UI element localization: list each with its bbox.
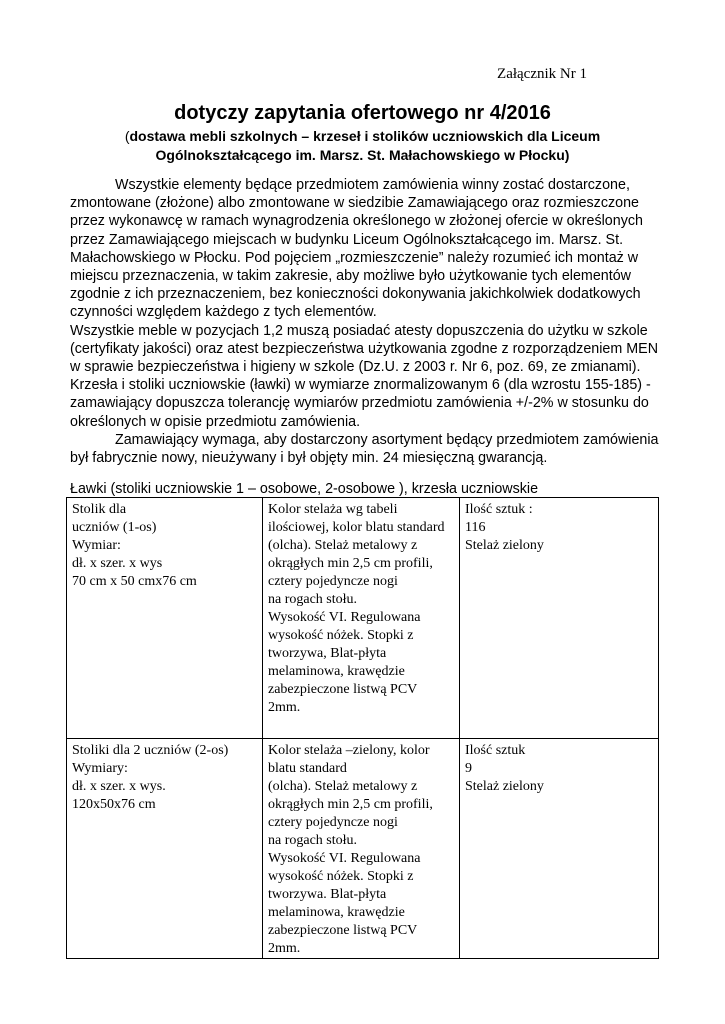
cell-line: 70 cm x 50 cmx76 cm <box>72 574 197 589</box>
cell-line: uczniów (1-os) <box>72 520 157 535</box>
body-paragraph-3: Krzesła i stoliki uczniowskie (ławki) w wymiarze znormalizowanym 6 (dla wzrostu 155-185) - zamawiający dopuszcza tolerancję wymiarów przedmiotu zamówienia +/-2% w stosunku do określonych w opisie przedmiotu zamówienia. <box>70 377 651 430</box>
items-table <box>66 497 659 959</box>
cell-line: Wymiar: <box>72 538 121 553</box>
body-paragraph-2: Wszystkie meble w pozycjach 1,2 muszą posiadać atesty dopuszczenia do użytku w szkole (certyfikaty jakości) oraz atest bezpieczeństwa użytkowania zgodne z rozporządzeniem MEN w sprawie bezpieczeństwa i higieny w szkole (Dz.U. z 2003 r. Nr 6, poz. 69, ze zmianami). <box>70 322 659 376</box>
cell-line: melaminowa, krawędzie <box>268 664 405 679</box>
cell-line: wysokość nóżek. Stopki z <box>268 628 414 643</box>
cell-line: Stelaż zielony <box>465 779 544 794</box>
item-quantity-cell <box>460 739 659 959</box>
cell-line: 2mm. <box>268 700 301 715</box>
subtitle-line-2: Ogólnokształcącego im. Marsz. St. Małachowskiego w Płocku) <box>155 147 570 163</box>
cell-line: cztery pojedyncze nogi <box>268 574 398 589</box>
cell-line: 120x50x76 cm <box>72 797 156 812</box>
cell-line: tworzywa, Blat-płyta <box>268 646 387 661</box>
cell-line: Stelaż zielony <box>465 538 544 553</box>
cell-line: (olcha). Stelaż metalowy z <box>268 779 418 794</box>
cell-line: Kolor stelaża wg tabeli <box>268 502 398 517</box>
subtitle-line-1: dostawa mebli szkolnych – krzeseł i stolików uczniowskich dla Liceum <box>129 128 601 144</box>
item-name-cell <box>67 498 263 739</box>
body-paragraph-4: Zamawiający wymaga, aby dostarczony asortyment będący przedmiotem zamówienia był fabrycznie nowy, nieużywany i był objęty min. 24 miesięczną gwarancją. <box>70 431 659 467</box>
item-name-cell <box>67 739 263 959</box>
table-row <box>67 739 659 959</box>
cell-line: Stolik dla <box>72 502 127 517</box>
cell-line: ilościowej, kolor blatu standard <box>268 520 445 535</box>
cell-line: Stoliki dla 2 uczniów (2-os) <box>72 743 229 758</box>
document-body <box>70 176 670 467</box>
cell-line: Ilość sztuk : <box>465 502 533 517</box>
cell-line: 2mm. <box>268 941 301 956</box>
item-description-cell <box>263 739 460 959</box>
cell-line: okrągłych min 2,5 cm profili, <box>268 797 433 812</box>
cell-line: okrągłych min 2,5 cm profili, <box>268 556 433 571</box>
cell-line: Wysokość VI. Regulowana <box>268 610 421 625</box>
document-subtitle <box>60 127 665 165</box>
cell-line: zabezpieczone listwą PCV <box>268 923 418 938</box>
cell-line: zabezpieczone listwą PCV <box>268 682 418 697</box>
cell-line: Ilość sztuk <box>465 743 526 758</box>
document-title: dotyczy zapytania ofertowego nr 4/2016 <box>174 102 551 124</box>
cell-line: cztery pojedyncze nogi <box>268 815 398 830</box>
cell-line: (olcha). Stelaż metalowy z <box>268 538 418 553</box>
cell-line: 116 <box>465 520 486 535</box>
table-caption: Ławki (stoliki uczniowskie 1 – osobowe, 2-osobowe ), krzesła uczniowskie <box>70 481 539 497</box>
cell-line: na rogach stołu. <box>268 833 358 848</box>
table-row <box>67 498 659 739</box>
cell-line: Kolor stelaża –zielony, kolor <box>268 743 430 758</box>
cell-line: Wymiary: <box>72 761 128 776</box>
annex-label: Załącznik Nr 1 <box>497 66 587 82</box>
cell-line: wysokość nóżek. Stopki z <box>268 869 414 884</box>
cell-line: dł. x szer. x wys. <box>72 779 166 794</box>
cell-line: dł. x szer. x wys <box>72 556 163 571</box>
subtitle-open-paren: ( <box>124 128 130 144</box>
body-paragraph-1: Wszystkie elementy będące przedmiotem zamówienia winny zostać dostarczone, zmontowane (złożone) albo zmontowane w siedzibie Zamawiającego oraz rozmieszczone przez wykonawcę w ramach wynagrodzenia określonego w złożonej ofercie w określonych przez Zamawiającego miejscach w budynku Liceum Ogólnokształcącego im. Marsz. St. Małachowskiego w Płocku. Pod pojęciem „rozmieszczenie” należy rozumieć ich montaż w miejscu przeznaczenia, w takim zakresie, aby możliwe było użytkowanie tych elementów zgodnie z ich przeznaczeniem, bez konieczności dokonywania jakichkolwiek dodatkowych czynności względem każdego z tych elementów. <box>70 177 643 321</box>
cell-line: tworzywa. Blat-płyta <box>268 887 387 902</box>
cell-line: 9 <box>465 761 472 776</box>
cell-line: melaminowa, krawędzie <box>268 905 405 920</box>
item-quantity-cell <box>460 498 659 739</box>
item-description-cell <box>263 498 460 739</box>
cell-line: Wysokość VI. Regulowana <box>268 851 421 866</box>
cell-line: blatu standard <box>268 761 347 776</box>
cell-line: na rogach stołu. <box>268 592 358 607</box>
